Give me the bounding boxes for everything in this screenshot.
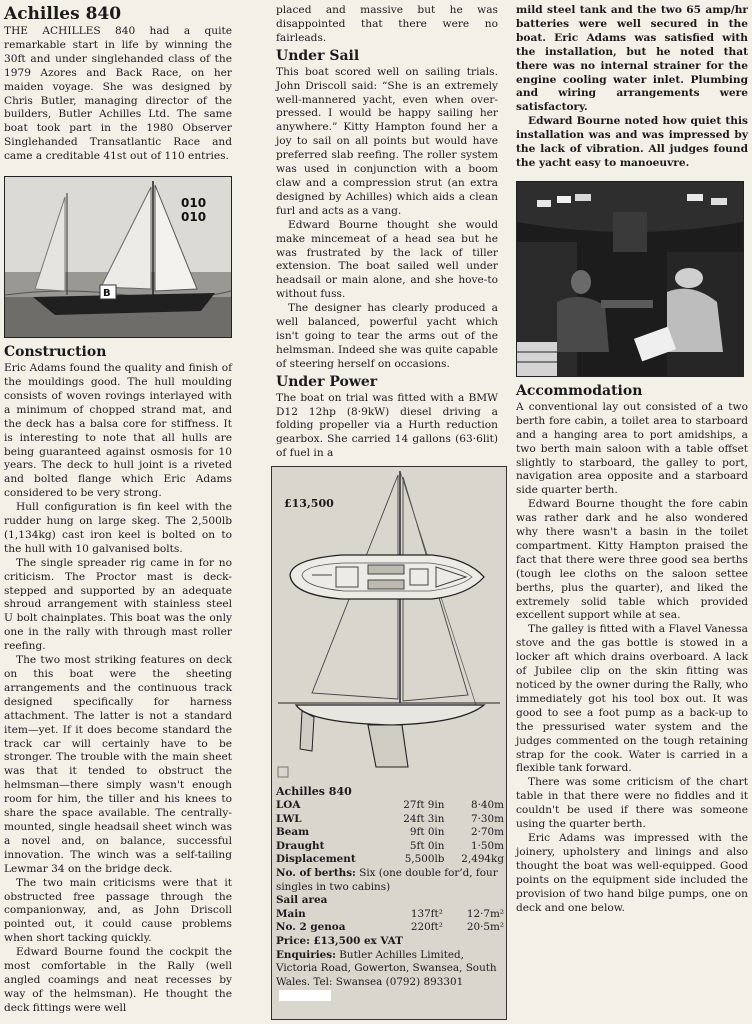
spec-label: Displacement	[276, 853, 356, 866]
spec-label: Main	[276, 907, 306, 920]
yacht-plan-drawing	[272, 467, 506, 785]
accommodation-p5: Eric Adams was impressed with the joinery, upholstery and linings and also thought the boat was well-equipped. Good points on the equipment side included the provision of two hand bilge pumps, one on deck and one below.	[516, 831, 748, 914]
svg-text:010: 010	[181, 196, 207, 211]
berths-text: Six (one double for’d, four singles in two cabins)	[276, 866, 498, 893]
enquiries-label: Enquiries:	[276, 948, 336, 961]
spec-row	[276, 921, 504, 935]
spec-metric: 2,494kg	[461, 853, 504, 866]
under-sail-heading: Under Sail	[276, 47, 360, 64]
construction-heading: Construction	[4, 344, 107, 361]
dimensions-table	[276, 799, 504, 867]
interior-photo	[516, 181, 744, 377]
column-3	[516, 4, 748, 915]
under-power-p1: The boat on trial was fitted with a BMW D12 12hp (8·9kW) diesel driving a folding propeller via a Hurth reduction gearbox. She carried 14 gallons (63·6lit) of fuel in a	[276, 391, 498, 460]
accommodation-p3: The galley is fitted with a Flavel Vanessa stove and the gas bottle is stowed in a locker aft which drains overboard. A lack of Jubilee clip on the skin fitting was noticed by the owner during the Rally, who immediately got his tool box out. It was good to see a foot pump as a back-up to the pressurised water system and the judges commented on the tough retaining strap for the cook. Water is carried in a flexible tank forward.	[516, 623, 748, 775]
column-1	[4, 4, 232, 1016]
berths-label: No. of berths:	[276, 866, 356, 879]
col3-p2: Edward Bourne noted how quiet this installation was and was impressed by the lack of vibration. All judges found the yacht easy to manoeuvre.	[516, 115, 748, 169]
price-line	[276, 935, 504, 949]
spec-metric: 2·70m	[471, 826, 504, 839]
spec-imperial: 24ft 3in	[403, 812, 445, 825]
spec-metric: 8·40m	[471, 799, 504, 811]
spec-imperial: 220ft²	[410, 921, 443, 934]
under-sail-p3: The designer has clearly produced a well balanced, powerful yacht which isn't going to tear the arms out of the helmsman. Indeed she was quite capable of steering herself on occasions.	[276, 302, 498, 370]
spec-row	[276, 826, 504, 840]
spec-label: Beam	[276, 826, 310, 839]
construction-p3: The single spreader rig came in for no criticism. The Proctor mast is deck-stepped and supported by an adequate shroud arrangement with stainless steel U bolt chainplates. This boat was the only one in the rally with through mast roller reefing.	[4, 556, 232, 653]
redaction-block	[279, 990, 331, 1001]
sail-area-table	[276, 908, 504, 935]
interior-photo-graphic	[517, 182, 743, 376]
spec-metric: 12·7m²	[466, 907, 504, 920]
construction-p5: The two main criticisms were that it obstructed free passage through the companionway, and, as John Driscoll pointed out, it could cause problems when short tacking quickly.	[4, 876, 232, 945]
berths-line	[276, 867, 504, 894]
spec-metric: 20·5m²	[466, 921, 504, 934]
spec-row	[276, 908, 504, 922]
sailing-photo	[4, 176, 232, 338]
construction-p4: The two most striking features on deck on this boat were the sheeting arrangements and the continuous track designed specifically for harness attachment. The latter is not a standard item—yet. If it does become standard the track car will certainly have to be stronger. The trouble with the main sheet was that it tended to obstruct the helmsman—there simply wasn't enough room for him, the tiller and his knees to share the space available. The centrally-mounted, single headsail sheet winch was a novel and, on balance, successful innovation. The winch was a self-tailing Lewmar 34 on the bridge deck.	[4, 654, 232, 875]
accommodation-p2: Edward Bourne thought the fore cabin was rather dark and he also wondered why there wasn't a basin in the toilet compartment. Kitty Hampton praised the fact that there were three good sea berths (tough lee cloths on the saloon settee berths, plus the quarter), and liked the extremely solid table which provided excellent support while at sea.	[516, 498, 748, 622]
under-sail-p1: This boat scored well on sailing trials. John Driscoll said: “She is an extremely well-mannered yacht, even when over-pressed. I would be happy sailing her anywhere.” Kitty Hampton found her a joy to sail on all points but would have preferred slab reefing. The roller system was used in conjunction with a boom claw and a compression strut (an extra designed by Achilles) which aids a clean furl and acts as a vang.	[276, 65, 498, 217]
spec-metric: 7·30m	[471, 812, 504, 825]
specs-panel	[271, 466, 507, 1020]
spec-imperial: 5ft 0in	[409, 839, 445, 852]
column-2	[276, 4, 498, 461]
construction-p6: Edward Bourne found the cockpit the most comfortable in the Rally (well angled coamings and neat recesses by way of the helmsman). He thought the deck fittings were well	[4, 946, 232, 1014]
sailing-photo-graphic	[5, 177, 231, 337]
price-label: Price:	[276, 934, 311, 947]
construction-p2: Hull configuration is fin keel with the rudder hung on large skeg. The 2,500lb (1,134kg) cast iron keel is bolted on to the hull with 10 galvanised bolts.	[4, 501, 232, 555]
svg-text:010: 010	[181, 210, 207, 225]
col3-p1: mild steel tank and the two 65 amp/hr batteries were well secured in the boat. Eric Adams was satisfied with the installation, but he noted that there was no internal strainer for the engine cooling water inlet. Plumbing and wiring arrangements were satisfactory.	[516, 4, 748, 114]
spec-row	[276, 799, 504, 813]
spec-row	[276, 813, 504, 827]
spec-label: No. 2 genoa	[276, 921, 346, 934]
under-sail-p2: Edward Bourne thought she would make mincemeat of a head sea but he was frustrated by the lack of tiller extension. The boat sailed well under headsail or main alone, and she hove-to without fuss.	[276, 218, 498, 301]
spec-row	[276, 853, 504, 867]
specifications	[276, 785, 504, 1003]
spec-label: Draught	[276, 839, 325, 852]
accommodation-heading: Accommodation	[516, 382, 643, 399]
price-text: £13,500 ex VAT	[313, 934, 403, 947]
spec-row	[276, 840, 504, 854]
enquiries-line	[276, 949, 504, 1003]
spec-metric: 1·50m	[471, 839, 504, 852]
specs-title: Achilles 840	[276, 785, 352, 798]
accommodation-p4: There was some criticism of the chart table in that there were no fiddles and it couldn't be used if there was someone using the quarter berth.	[516, 776, 748, 831]
spec-label: LWL	[276, 812, 302, 825]
accommodation-p1: A conventional lay out consisted of a two berth fore cabin, a toilet area to starboard and a hanging area to port amidships, a two berth main saloon with a table offset slightly to starboard, the galley to port, navigation area opposite and a starboard side quarter berth.	[516, 400, 748, 497]
spec-imperial: 9ft 0in	[409, 826, 445, 839]
yacht-plan-graphic	[272, 467, 506, 785]
construction-p1: Eric Adams found the quality and finish of the mouldings good. The hull moulding consists of woven rovings interlayed with a minimum of chopped strand mat, and the deck has a balsa core for stiffness. It is interesting to note that all hulls are being guaranteed against osmosis for 10 years. The deck to hull joint is a riveted and bolted flange which Eric Adams considered to be very strong.	[4, 362, 232, 500]
spec-imperial: 137ft²	[410, 907, 443, 920]
col2-continuation: placed and massive but he was disappointed that there were no fairleads.	[276, 4, 498, 44]
spec-imperial: 5,500lb	[404, 853, 445, 866]
article-title: Achilles 840	[4, 4, 122, 24]
svg-text:B: B	[103, 288, 111, 300]
intro-paragraph: THE ACHILLES 840 had a quite remarkable start in life by winning the 30ft and under singlehanded class of the 1979 Azores and Back Race, on her maiden voyage. She was designed by Chris Butler, managing director of the builders, Butler Achilles Ltd. The same boat took part in the 1980 Observer Singlehanded Transatlantic Race and came a creditable 41st out of 110 entries.	[4, 25, 232, 163]
enquiries-text: Butler Achilles Limited, Victoria Road, Gowerton, Swansea, South Wales. Tel: Swansea (0792) 893301	[276, 948, 497, 988]
spec-imperial: 27ft 9in	[403, 799, 445, 811]
sail-area-label: Sail area	[276, 894, 328, 907]
under-power-heading: Under Power	[276, 373, 378, 390]
spec-label: LOA	[276, 799, 301, 811]
price-tag: £13,500	[284, 497, 334, 510]
